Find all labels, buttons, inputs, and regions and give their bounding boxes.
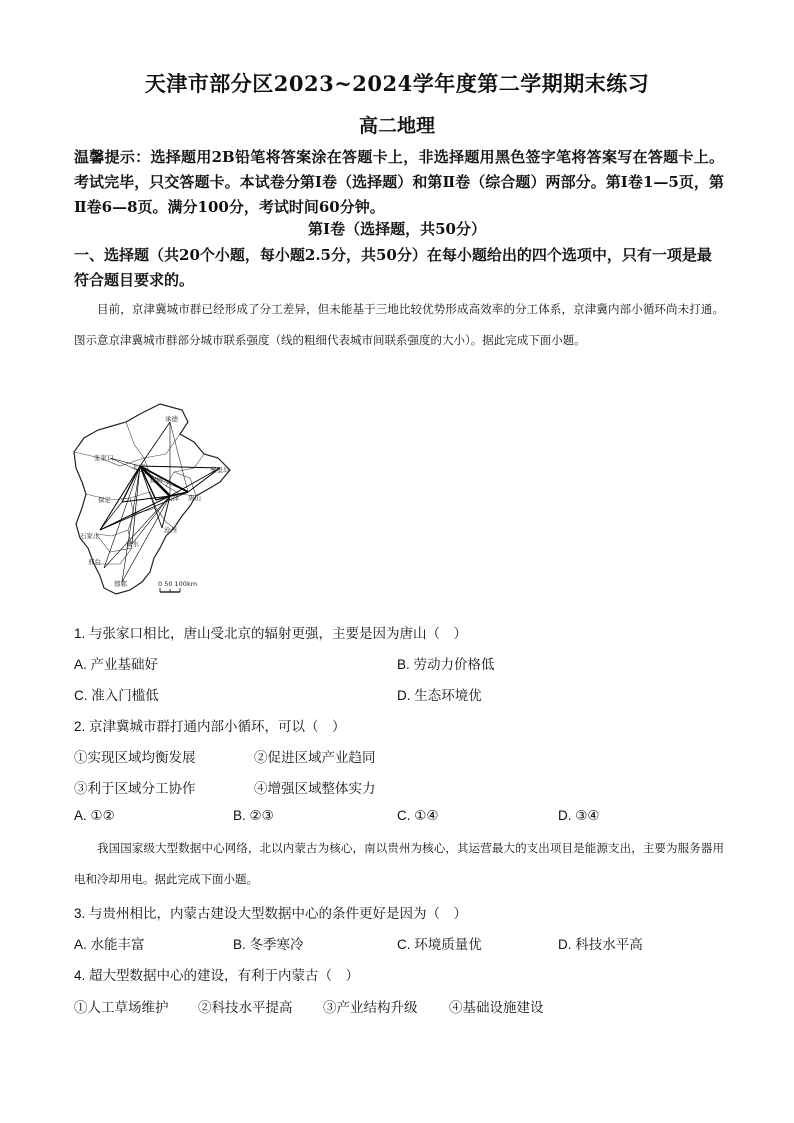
part1-title: 第Ⅰ卷（选择题，共50分） — [308, 220, 486, 238]
exam-notice: 温馨提示：选择题用2B铅笔将答案涂在答题卡上，非选择题用黑色签字笔将答案写在答题卡上。考试完毕，只交答题卡。本试卷分第Ⅰ卷（选择题）和第Ⅱ卷（综合题）两部分。第Ⅰ卷1—5页，第Ⅱ卷6—8页。满分100分，考试时间60分钟。 — [74, 148, 724, 216]
question-4-statement-1: ①人工草场维护 — [74, 1000, 169, 1015]
city-label: 邯郸 — [114, 580, 127, 588]
page-subtitle: 高二地理 — [358, 115, 435, 137]
city-label: 廊坊 — [150, 476, 163, 484]
city-label: 承德 — [165, 415, 178, 423]
jingjinji-city-map — [70, 396, 240, 606]
question-3-stem: 3. 与贵州相比，内蒙古建设大型数据中心的条件更好是因为（ ） — [74, 906, 468, 921]
city-label: 秦皇岛 — [210, 466, 230, 474]
city-label: 张家口 — [94, 454, 114, 462]
svg-text:0 50 100km: 0 50 100km — [158, 580, 198, 588]
question-1-option-d: D. 生态环境优 — [397, 688, 482, 703]
question-2-option-b: B. ②③ — [233, 808, 274, 823]
question-2-statement-1: ①实现区域均衡发展 — [74, 750, 196, 765]
city-label: 衡水 — [126, 540, 139, 548]
question-4-statement-3: ③产业结构升级 — [323, 1000, 418, 1015]
question-2-statement-3: ③利于区域分工协作 — [74, 781, 196, 796]
question-2-statement-4: ④增强区域整体实力 — [254, 781, 376, 796]
question-2-stem: 2. 京津冀城市群打通内部小循环，可以（ ） — [74, 719, 346, 734]
question-4-statement-2: ②科技水平提高 — [198, 1000, 293, 1015]
passage-1: 目前，京津冀城市群已经形成了分工差异，但未能基于三地比较优势形成高效率的分工体系，京津冀内部小循环尚未打通。图示意京津冀城市群部分城市联系强度（线的粗细代表城市间联系强度的大小）。据此完成下面小题。 — [74, 302, 724, 347]
city-label: 沧州 — [164, 526, 177, 534]
city-labels — [80, 414, 230, 588]
question-3-option-c: C. 环境质量优 — [397, 937, 482, 952]
city-label: 保定 — [98, 496, 111, 504]
question-2-statement-2: ②促进区域产业趋同 — [254, 750, 376, 765]
city-label: 石家庄 — [80, 532, 100, 540]
question-4-stem: 4. 超大型数据中心的建设，有利于内蒙古（ ） — [74, 968, 360, 983]
question-2-option-d: D. ③④ — [558, 808, 600, 823]
question-3-option-d: D. 科技水平高 — [558, 937, 643, 952]
question-1-option-b: B. 劳动力价格低 — [397, 657, 495, 672]
section1-instructions: 一、选择题（共20个小题，每小题2.5分，共50分）在每小题给出的四个选项中，只有一项是最符合题目要求的。 — [74, 246, 712, 289]
page-title: 天津市部分区2023~2024学年度第二学期期末练习 — [144, 71, 650, 96]
city-label: 北京 — [132, 463, 145, 471]
question-1-option-c: C. 准入门槛低 — [74, 688, 159, 703]
question-4-statement-4: ④基础设施建设 — [449, 1000, 544, 1015]
question-3-option-b: B. 冬季寒冷 — [233, 937, 304, 952]
question-3-option-a: A. 水能丰富 — [74, 937, 145, 952]
map-scale-bar — [158, 580, 197, 592]
city-label: 邢台 — [88, 558, 101, 566]
city-label: 唐山 — [188, 494, 201, 502]
question-1-option-a: A. 产业基础好 — [74, 657, 159, 672]
question-1-stem: 1. 与张家口相比，唐山受北京的辐射更强，主要是因为唐山（ ） — [74, 626, 468, 641]
city-label: 天津 — [166, 494, 179, 502]
passage-2: 我国国家级大型数据中心网络，北以内蒙古为核心，南以贵州为核心，其运营最大的支出项目是能源支出，主要为服务器用电和冷却用电。据此完成下面小题。 — [74, 841, 724, 886]
question-2-option-c: C. ①④ — [397, 808, 439, 823]
question-2-option-a: A. ①② — [74, 808, 115, 823]
